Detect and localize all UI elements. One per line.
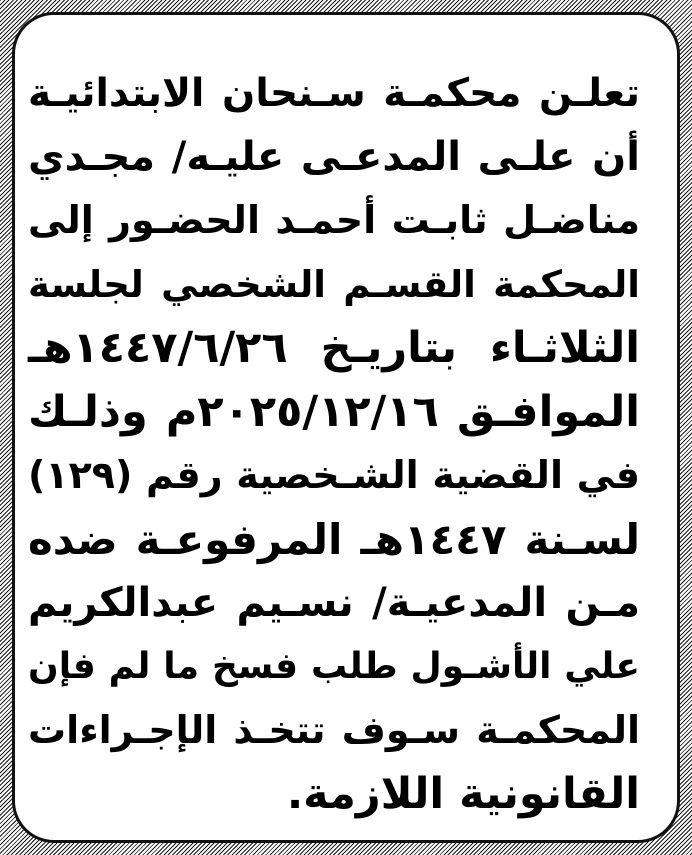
notice-line: أن علـى المدعـى عليـه/ مجـدي	[28, 133, 640, 180]
notice-line: المحكمـة سـوف تتخـذ الإجـراءات	[28, 708, 640, 753]
notice-line: مناضـل ثابـت أحمـد الحضـور إلى	[28, 198, 640, 243]
notice-line: تعلـن محكمـة سـنحان الابتدائيـة	[28, 71, 640, 116]
notice-line: القانونية اللازمة.	[286, 768, 640, 819]
notice-line: في القضية الشـخصية رقم (١٢٩)	[28, 453, 640, 498]
notice-line: مـن المدعيـة/ نسـيم عبدالكريم	[28, 579, 640, 626]
notice-text	[28, 62, 640, 826]
notice-line: المحكمة القسـم الشخصي لجلسة	[28, 263, 640, 307]
notice-line: لسـنة ١٤٤٧هـ المرفوعـة ضده	[28, 514, 640, 564]
notice-line: الموافـق ٢٠٢٥/١٢/١٦م وذلـك	[28, 386, 640, 437]
notice-line: علي الأشـول طلب فسخ ما لم فإن	[28, 646, 640, 688]
notice-line: الثلاثـاء بتاريـخ ١٤٤٧/٦/٢٦هـ	[28, 322, 640, 373]
